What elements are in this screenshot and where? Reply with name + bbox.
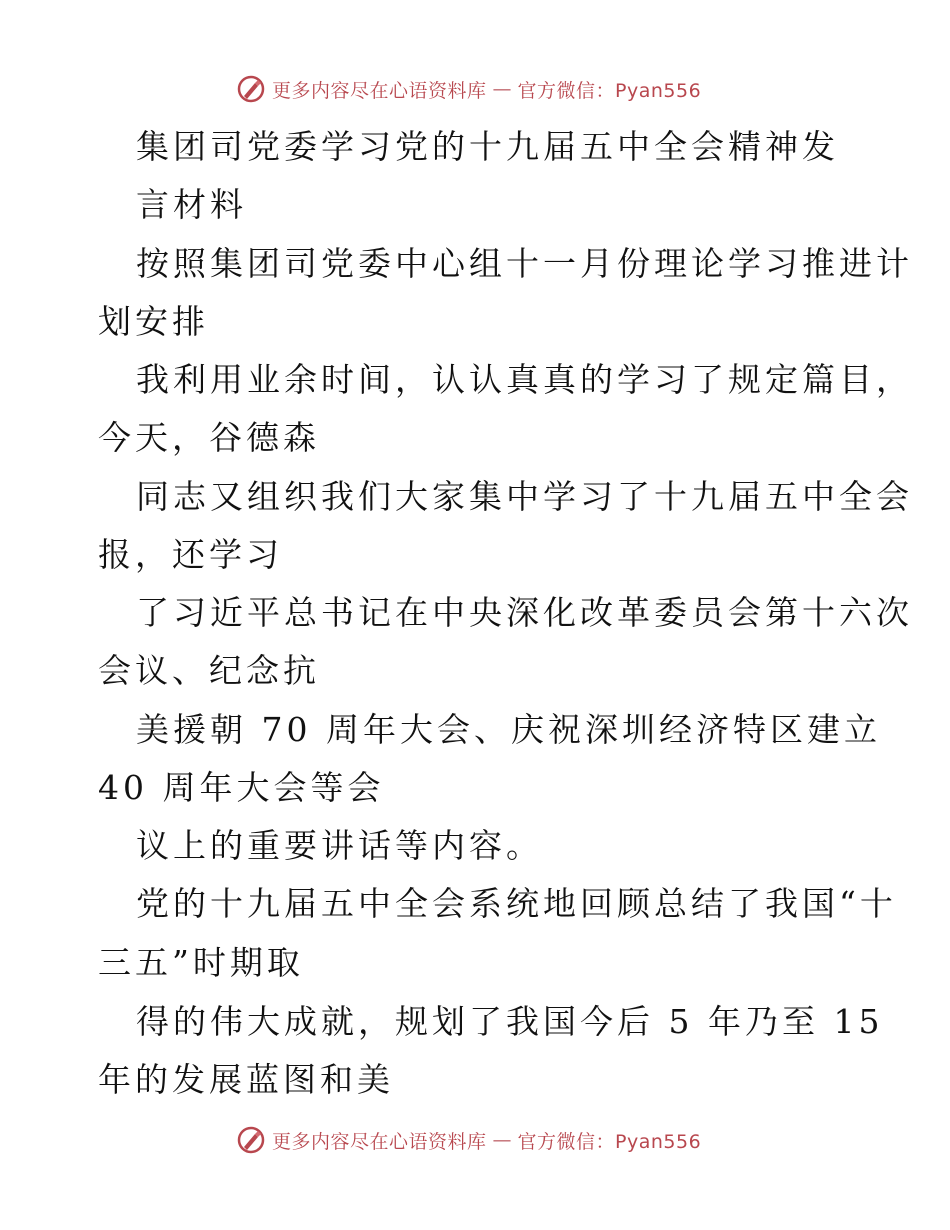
paragraph-line: 美援朝 70 周年大会、庆祝深圳经济特区建立 — [136, 710, 881, 749]
watermark-separator: — — [492, 1129, 512, 1151]
paragraph-line: 了习近平总书记在中央深化改革委员会第十六次 — [136, 593, 913, 632]
paragraph-line: 划安排 — [98, 302, 209, 341]
watermark-channel-text: 官方微信：Pyan556 — [517, 1130, 702, 1153]
title-line-1: 集团司党委学习党的十九届五中全会精神发 — [136, 127, 839, 166]
paragraph-line: 我利用业余时间，认认真真的学习了规定篇目， — [136, 360, 913, 399]
paragraph-line: 得的伟大成就，规划了我国今后 5 年乃至 15 — [136, 1002, 884, 1041]
watermark-channel-text: 官方微信：Pyan556 — [517, 79, 702, 102]
paragraph-line: 会议、纪念抗 — [98, 651, 320, 690]
watermark-site-text: 更多内容尽在心语资料库 — [272, 79, 487, 102]
title-line-2: 言材料 — [136, 185, 247, 224]
paragraph-line: 三五”时期取 — [98, 943, 304, 982]
pen-circle-logo-icon — [236, 1125, 266, 1155]
paragraph-line: 今天，谷德森 — [98, 418, 320, 457]
paragraph-line: 40 周年大会等会 — [98, 768, 385, 807]
paragraph-line: 年的发展蓝图和美 — [98, 1060, 394, 1099]
paragraph-line: 按照集团司党委中心组十一月份理论学习推进计 — [136, 244, 913, 283]
paragraph-line: 同志又组织我们大家集中学习了十九届五中全会 — [136, 477, 913, 516]
watermark-separator: — — [492, 78, 512, 100]
bottom-watermark — [236, 1124, 701, 1156]
paragraph-line: 议上的重要讲话等内容。 — [136, 826, 543, 865]
watermark-site-text: 更多内容尽在心语资料库 — [272, 1130, 487, 1153]
paragraph-line: 党的十九届五中全会系统地回顾总结了我国“十 — [136, 884, 897, 923]
paragraph-line: 报，还学习 — [98, 535, 283, 574]
